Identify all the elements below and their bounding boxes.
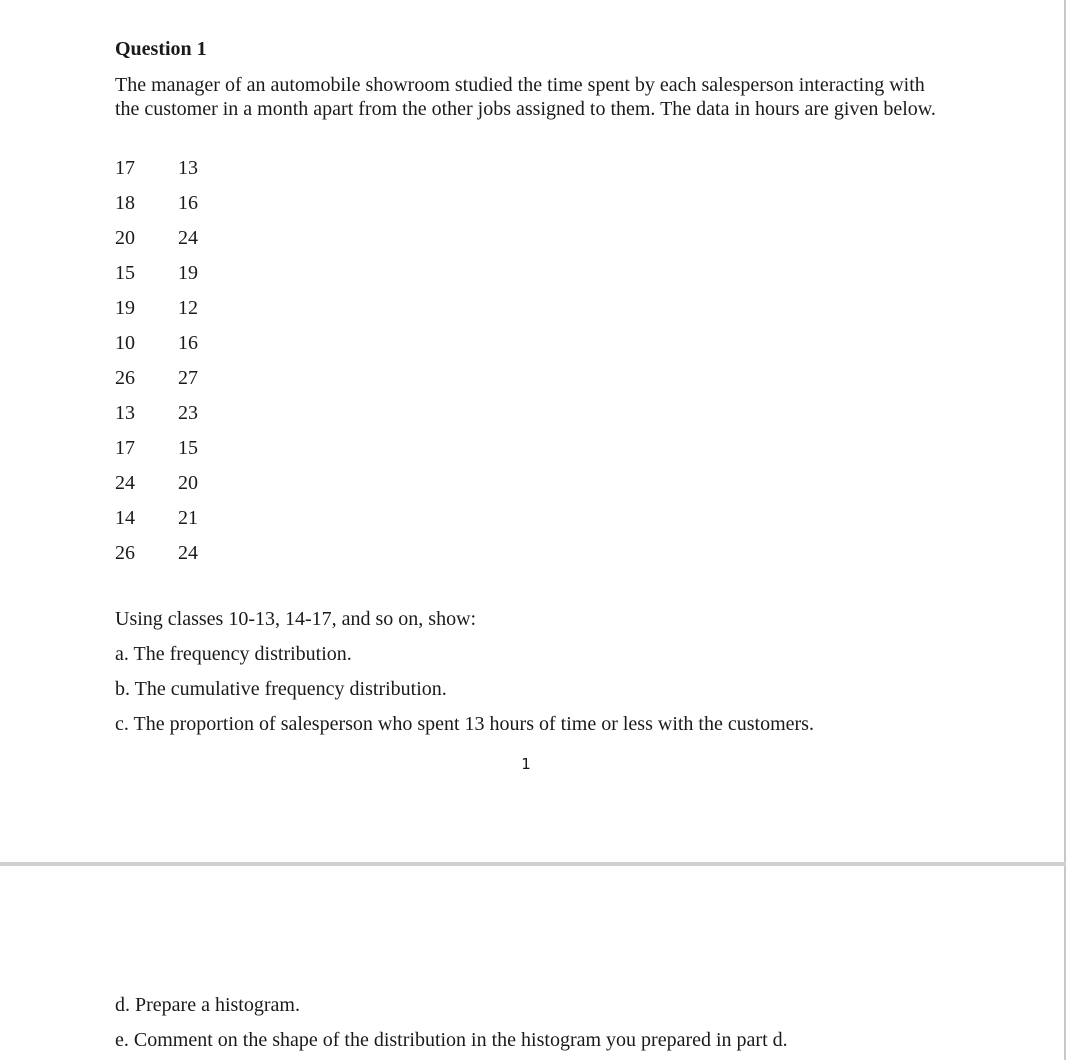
data-cell: 24 — [178, 542, 198, 564]
data-cell: 16 — [178, 192, 198, 214]
data-cell: 26 — [115, 367, 135, 389]
data-cell: 17 — [115, 157, 135, 179]
data-row — [115, 435, 218, 470]
data-row — [115, 190, 218, 225]
data-row — [115, 260, 218, 295]
data-table — [115, 155, 218, 575]
data-row — [115, 400, 218, 435]
data-cell: 19 — [115, 297, 135, 319]
part-c: c. The proportion of salesperson who spent 13 hours of time or less with the customers. — [115, 713, 814, 735]
data-cell: 15 — [178, 437, 198, 459]
part-e: e. Comment on the shape of the distribution in the histogram you prepared in part d. — [115, 1029, 788, 1051]
part-b: b. The cumulative frequency distribution. — [115, 678, 447, 700]
data-cell: 20 — [178, 472, 198, 494]
data-cell: 10 — [115, 332, 135, 354]
data-cell: 13 — [115, 402, 135, 424]
data-cell: 19 — [178, 262, 198, 284]
data-cell: 16 — [178, 332, 198, 354]
document-page-2 — [0, 866, 1066, 1060]
data-cell: 12 — [178, 297, 198, 319]
page-number: 1 — [521, 755, 531, 773]
data-cell: 18 — [115, 192, 135, 214]
data-cell: 13 — [178, 157, 198, 179]
instructions: Using classes 10-13, 14-17, and so on, show: — [115, 608, 477, 630]
data-row — [115, 330, 218, 365]
data-row — [115, 365, 218, 400]
data-row — [115, 505, 218, 540]
data-cell: 26 — [115, 542, 135, 564]
data-row — [115, 295, 218, 330]
data-cell: 24 — [115, 472, 135, 494]
data-cell: 23 — [178, 402, 198, 424]
data-row — [115, 155, 218, 190]
data-cell: 17 — [115, 437, 135, 459]
data-row — [115, 470, 218, 505]
question-title: Question 1 — [115, 38, 207, 60]
data-cell: 14 — [115, 507, 135, 529]
part-a: a. The frequency distribution. — [115, 643, 352, 665]
part-d: d. Prepare a histogram. — [115, 994, 300, 1016]
data-cell: 20 — [115, 227, 135, 249]
data-cell: 21 — [178, 507, 198, 529]
data-row — [115, 225, 218, 260]
question-intro: The manager of an automobile showroom studied the time spent by each salesperson interacting with the customer in a month apart from the other jobs assigned to them. The data in hours are given below. — [115, 74, 936, 120]
data-cell: 15 — [115, 262, 135, 284]
data-cell: 24 — [178, 227, 198, 249]
data-row — [115, 540, 218, 575]
data-cell: 27 — [178, 367, 198, 389]
